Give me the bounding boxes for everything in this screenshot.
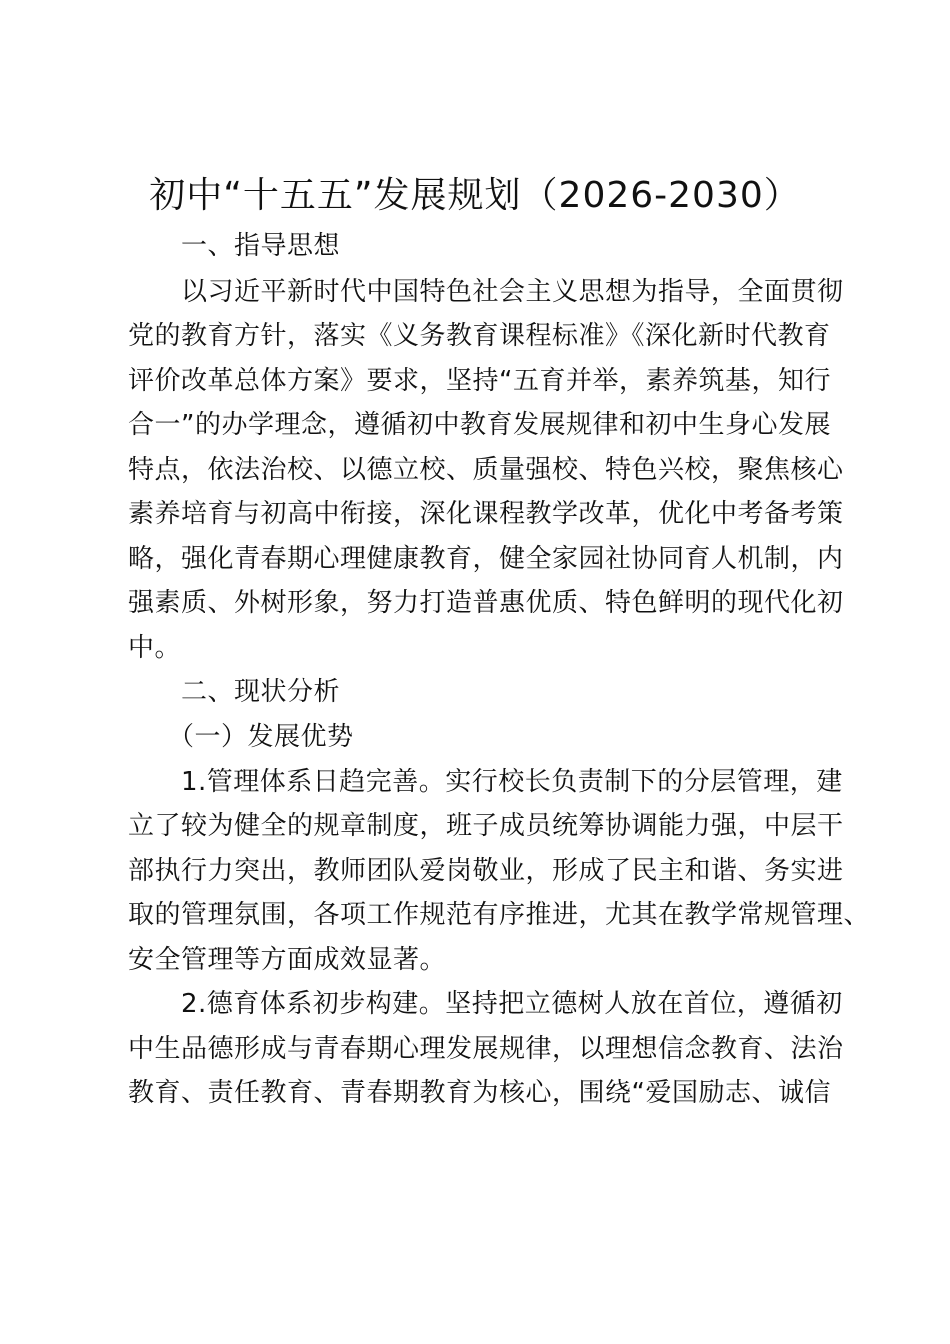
heading-guiding-thought: 一、指导思想 — [128, 231, 341, 261]
paragraph-line: 2.德育体系初步构建。坚持把立德树人放在首位，遵循初 — [128, 989, 843, 1019]
paragraph-line: 素养培育与初高中衔接，深化课程教学改革，优化中考备考策 — [128, 499, 844, 529]
paragraph-line: 1.管理体系日趋完善。实行校长负责制下的分层管理，建 — [128, 767, 843, 797]
subheading-advantages: （一）发展优势 — [128, 722, 354, 752]
paragraph-line: 教育、责任教育、青春期教育为核心，围绕“爱国励志、诚信 — [128, 1078, 831, 1108]
heading-current-analysis: 二、现状分析 — [128, 677, 341, 707]
paragraph-line: 党的教育方针，落实《义务教育课程标准》《深化新时代教育 — [128, 321, 831, 351]
paragraph-line: 立了较为健全的规章制度，班子成员统筹协调能力强，中层干 — [128, 811, 844, 841]
paragraph-line: 以习近平新时代中国特色社会主义思想为指导，全面贯彻 — [128, 277, 844, 307]
document-title: 初中“十五五”发展规划（2026-2030） — [149, 175, 801, 216]
paragraph-line: 中生品德形成与青春期心理发展规律，以理想信念教育、法治 — [128, 1034, 844, 1064]
paragraph-line: 略，强化青春期心理健康教育，健全家园社协同育人机制，内 — [128, 544, 844, 574]
paragraph-line: 特点，依法治校、以德立校、质量强校、特色兴校，聚焦核心 — [128, 455, 844, 485]
paragraph-line: 中。 — [128, 633, 182, 663]
paragraph-line: 合一”的办学理念，遵循初中教育发展规律和初中生身心发展 — [128, 410, 831, 440]
paragraph-line: 部执行力突出，教师团队爱岗敬业，形成了民主和谐、务实进 — [128, 856, 844, 886]
paragraph-line: 安全管理等方面成效显著。 — [128, 945, 447, 975]
paragraph-line: 评价改革总体方案》要求，坚持“五育并举，素养筑基，知行 — [128, 366, 831, 396]
paragraph-line: 取的管理氛围，各项工作规范有序推进，尤其在教学常规管理、 — [128, 900, 871, 930]
paragraph-line: 强素质、外树形象，努力打造普惠优质、特色鲜明的现代化初 — [128, 588, 844, 618]
